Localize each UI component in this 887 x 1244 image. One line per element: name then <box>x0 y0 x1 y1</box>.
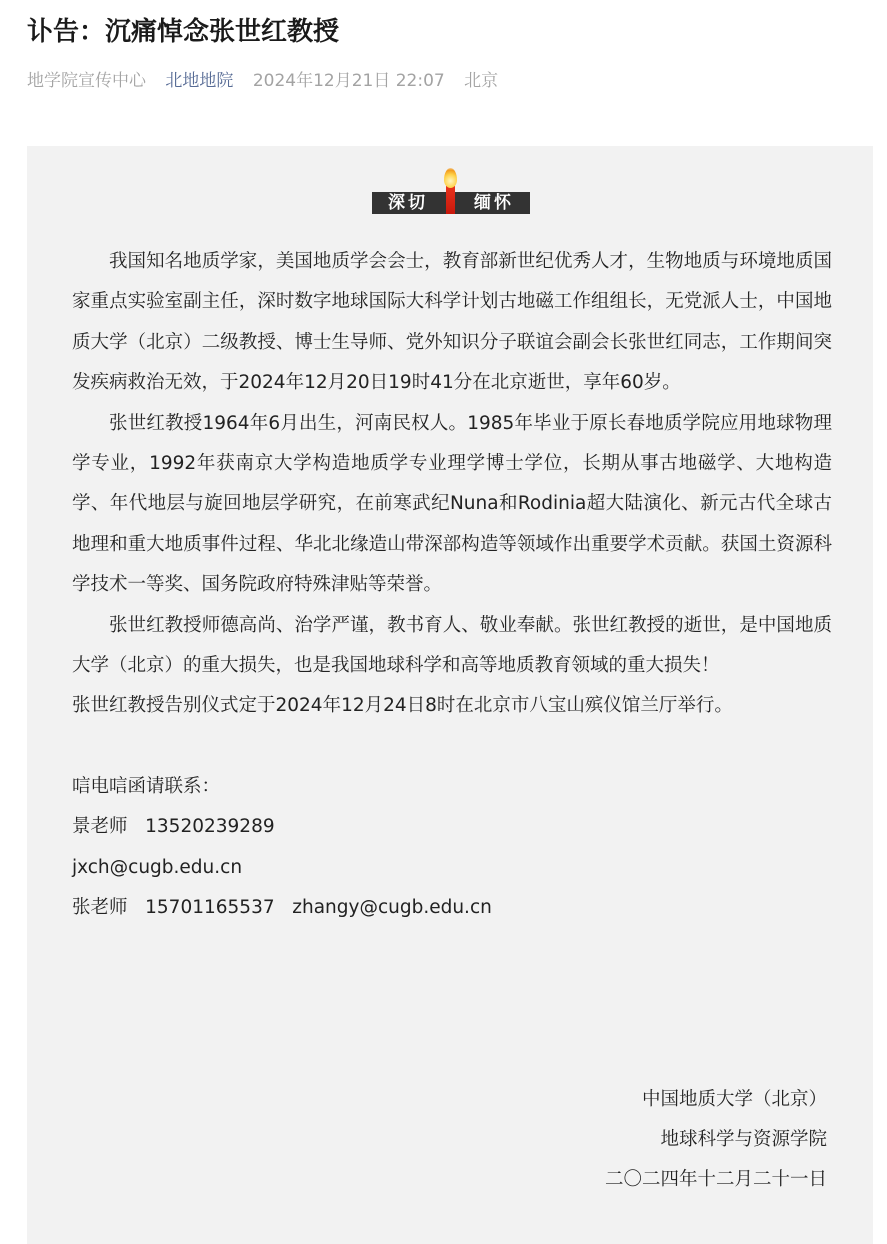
article-title: 讣告：沉痛悼念张世红教授 <box>27 17 340 47</box>
paragraph-ceremony: 张世红教授告别仪式定于2024年12月24日8时在北京市八宝山殡仪馆兰厅举行。 <box>72 695 733 717</box>
spacer <box>72 727 832 767</box>
signature-university: 中国地质大学（北京） <box>641 1089 827 1110</box>
contact-heading: 唁电唁函请联系： <box>72 775 221 797</box>
signature-date: 二〇二四年十二月二十一日 <box>604 1169 827 1190</box>
banner-right-word: 缅怀 <box>474 193 514 213</box>
paragraph-biography: 张世红教授1964年6月出生，河南民权人。1985年毕业于原长春地质学院应用地球物理学专业，1992年获南京大学构造地质学专业理学博士学位，长期从事古地磁学、大地构造学、年代地层与旋回地层学研究，在前寒武纪Nuna和Rodinia超大陆演化、新元古代全球古地理和重大地质事件过程、华北北缘造山带深部构造等领域作出重要学术贡献。获国土资源科学技术一等奖、国务院政府特殊津贴等荣誉。 <box>72 412 832 596</box>
signature-block <box>605 1080 827 1200</box>
banner-left-word: 深切 <box>388 193 428 213</box>
contact-line-jing: 景老师 13520239289 <box>72 816 275 838</box>
paragraph-tribute: 张世红教授师德高尚、治学严谨，教书育人、敬业奉献。张世红教授的逝世，是中国地质大学（北京）的重大损失，也是我国地球科学和高等地质教育领域的重大损失！ <box>72 614 832 677</box>
publish-datetime: 2024年12月21日 22:07 <box>252 71 445 91</box>
obituary-body <box>72 242 832 929</box>
candle-icon <box>446 186 455 214</box>
obituary-card <box>27 146 873 1244</box>
memorial-banner <box>372 168 530 214</box>
author-name: 地学院宣传中心 <box>27 71 146 91</box>
contact-line-zhang: 张老师 15701165537 zhangy@cugb.edu.cn <box>72 897 492 919</box>
article-meta <box>27 66 512 96</box>
contact-email-jing: jxch@cugb.edu.cn <box>72 856 243 878</box>
paragraph-intro: 我国知名地质学家，美国地质学会会士，教育部新世纪优秀人才，生物地质与环境地质国家重点实验室副主任，深时数字地球国际大科学计划古地磁工作组组长，无党派人士，中国地质大学（北京）二级教授、博士生导师、党外知识分子联谊会副会长张世红同志，工作期间突发疾病救治无效，于2024年12月20日19时41分在北京逝世，享年60岁。 <box>72 251 832 394</box>
publish-location: 北京 <box>464 71 499 91</box>
account-link[interactable]: 北地地院 <box>165 71 234 91</box>
flame-icon <box>444 168 457 188</box>
signature-school: 地球科学与资源学院 <box>660 1129 827 1150</box>
